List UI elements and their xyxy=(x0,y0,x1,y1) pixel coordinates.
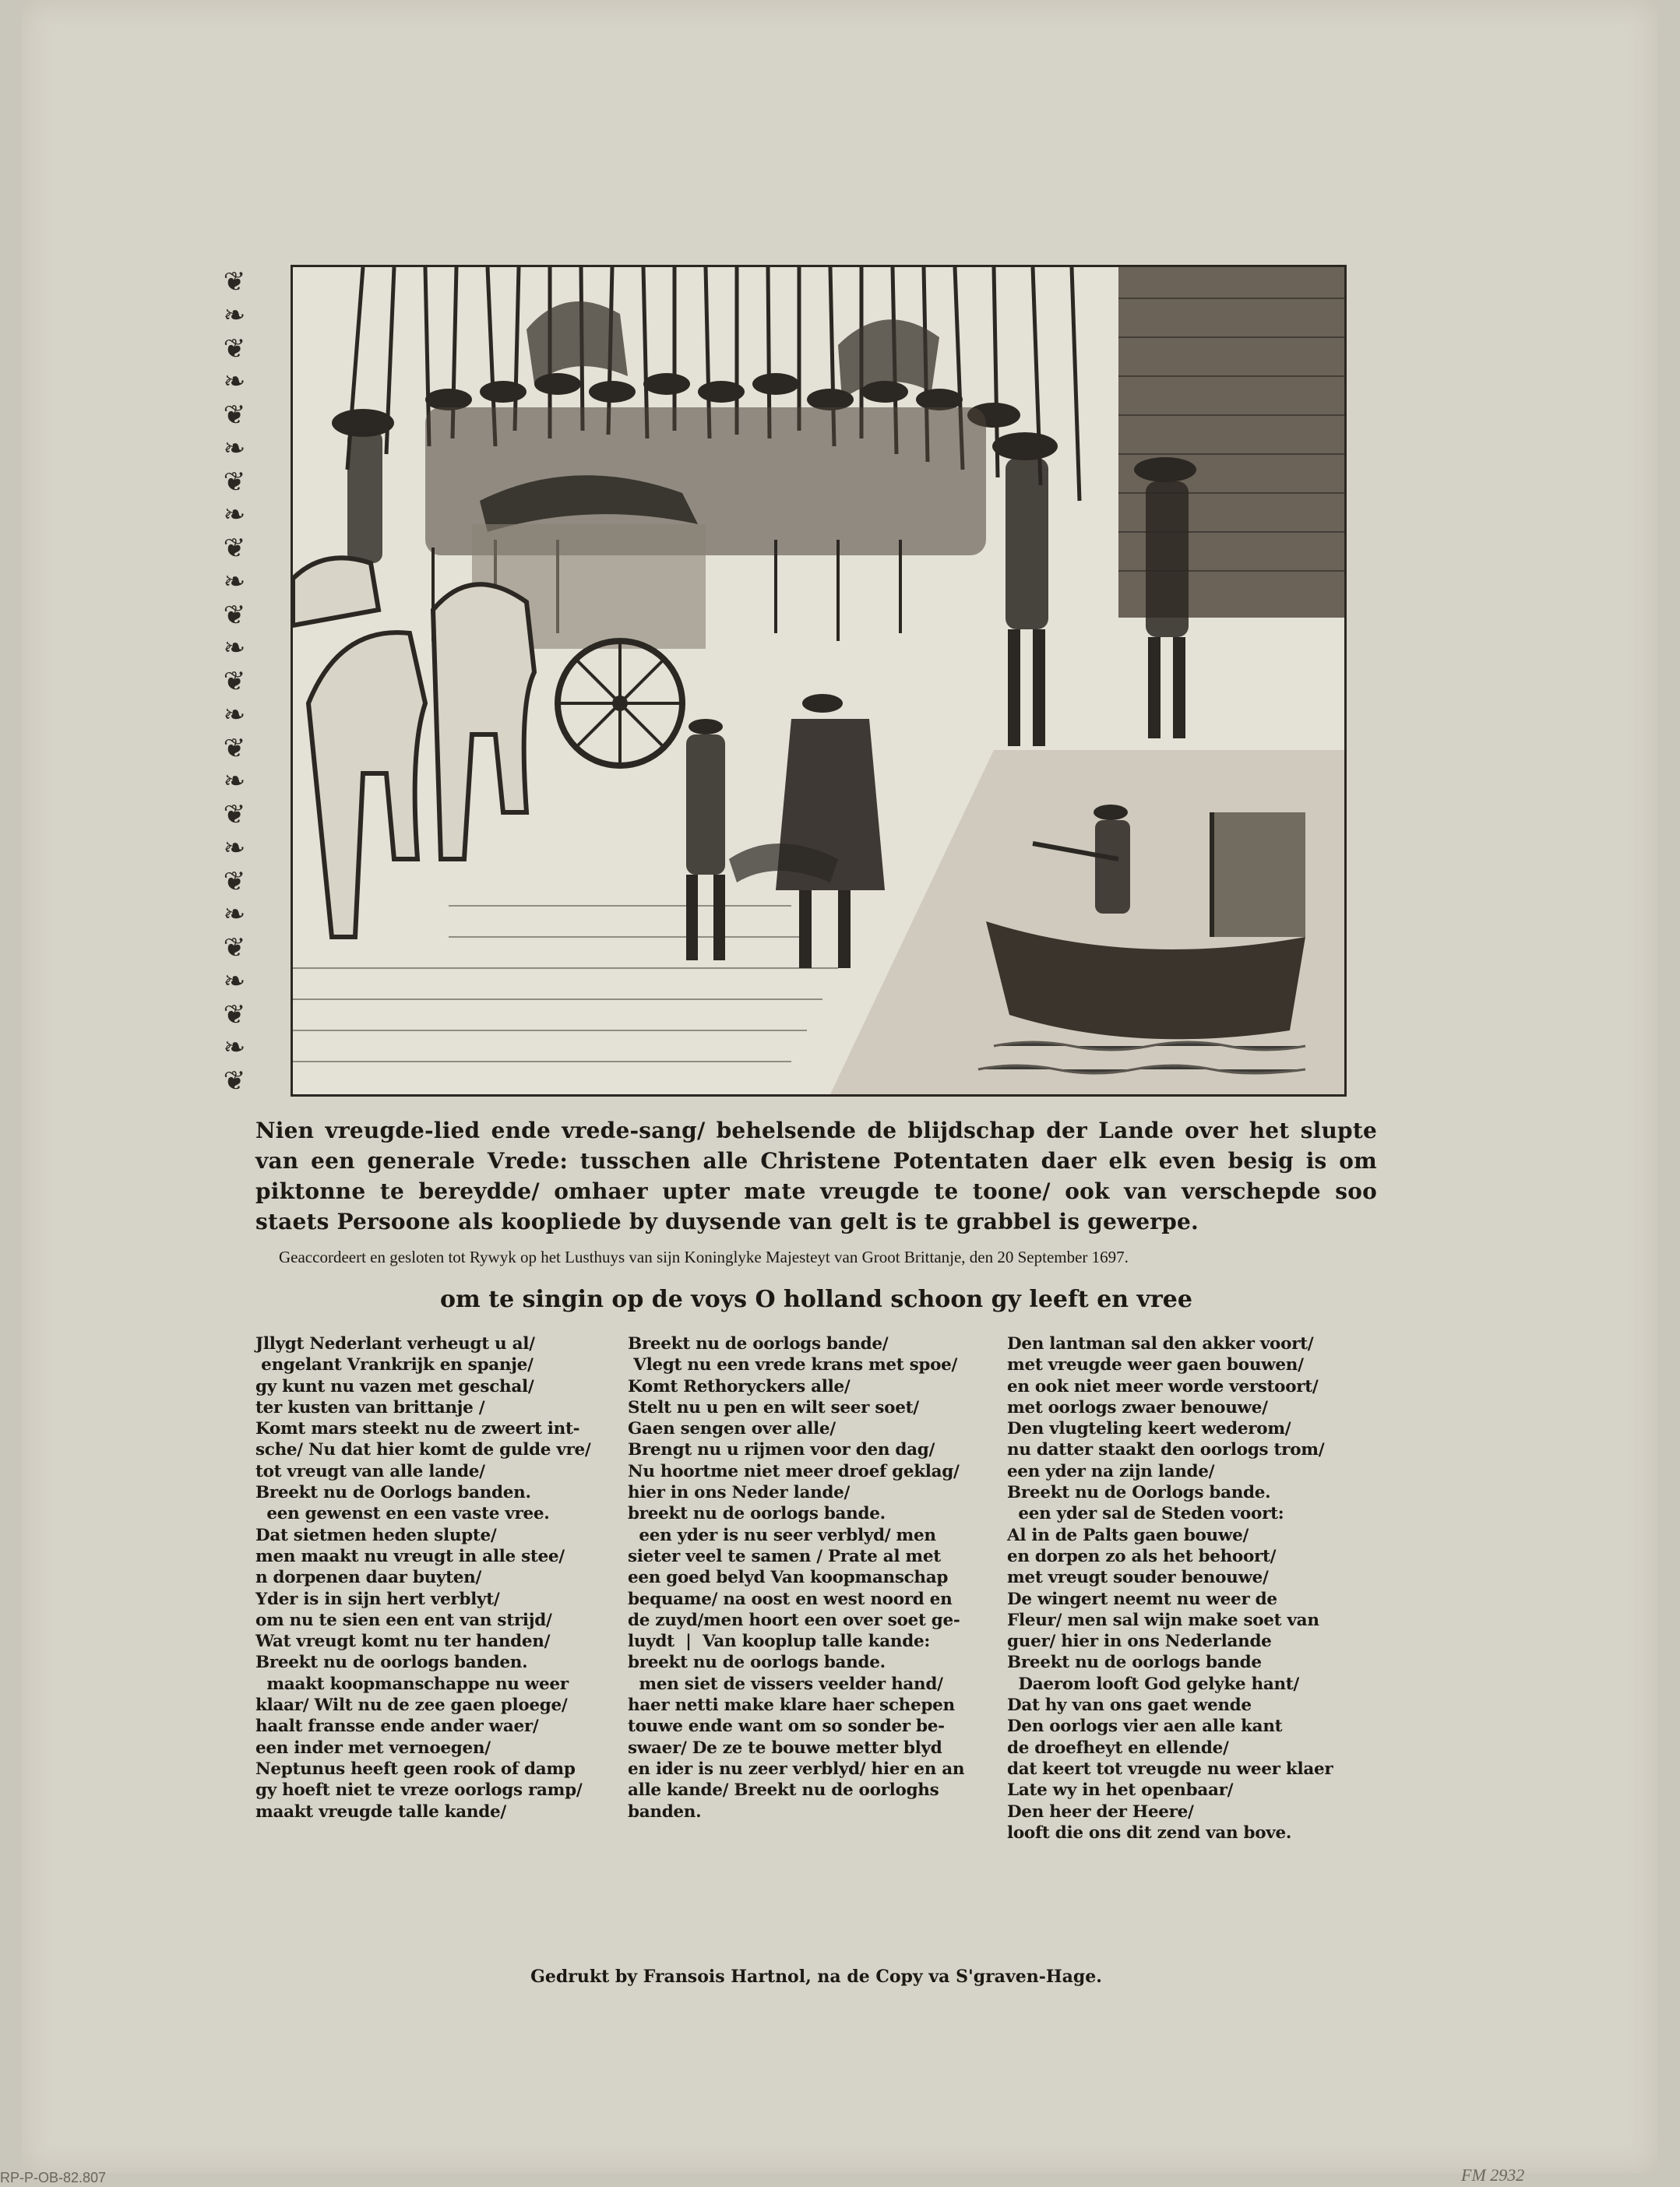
ornamental-border-left: ❦ ❧ ❦ ❧ ❦ ❧ ❦ ❧ ❦ ❧ ❦ ❧ ❦ ❧ ❦ ❧ ❦ ❧ ❦ ❧ ❦ ❧ ❦ ❧ ❦ xyxy=(223,269,246,1094)
verse-column-3: Den lantman sal den akker voort/ met vreugde weer gaen bouwen/ en ook niet meer worde verstoort/ met oorlogs zwaer benouwe/ Den vlugteling keert wederom/ nu datter staakt den oorlogs trom/ een yder na zijn lande/ Breekt nu de Oorlogs bande. een yder sal de Steden voort: Al in de Palts gaen bouwe/ en dorpen zo als het behoort/ met vreugt souder benouwe/ De wingert neemt nu weer de Fleur/ men sal wijn make soet van guer/ hier in ons Nederlande Breekt nu de oorlogs bande Daerom looft God gelyke hant/ Dat hy van ons gaet wende Den oorlogs vier aen alle kant de droefheyt en ellende/ dat keert tot vreugde nu weer klaer Late wy in het openbaar/ Den heer der Heere/ looft die ons dit zend van bove. xyxy=(1007,1334,1333,1843)
inventory-number: RP-P-OB-82.807 xyxy=(0,2170,107,2185)
accord-statement: Geaccordeert en gesloten tot Rywyk op het Lusthuys van sijn Koninglyke Majesteyt van Groot Brittanje, den 20 September 1697. xyxy=(279,1248,1129,1266)
handwritten-mark: FM 2932 xyxy=(1461,2165,1525,2185)
tune-indication: om te singin op de voys O holland schoon gy leeft en vree xyxy=(440,1286,1192,1313)
woodcut-illustration xyxy=(291,265,1347,1097)
verse-column-1: Jllygt Nederlant verheugt u al/ engelant Vrankrijk en spanje/ gy kunt nu vazen met geschal/ ter kusten van brittanje / Komt mars steekt nu de zweert int- sche/ Nu dat hier komt de gulde vre/ tot vreugt van alle lande/ Breekt nu de Oorlogs banden. een gewenst en een vaste vree. Dat sietmen heden slupte/ men maakt nu vreugt in alle stee/ n dorpenen daar buyten/ Yder is in sijn hert verblyt/ om nu te sien een ent van strijd/ Wat vreugt komt nu ter handen/ Breekt nu de oorlogs banden. maakt koopmanschappe nu weer klaar/ Wilt nu de zee gaen ploege/ haalt fransse ende ander waer/ een inder met vernoegen/ Neptunus heeft geen rook of damp gy hoeft niet te vreze oorlogs ramp/ maakt vreugde talle kande/ xyxy=(255,1334,591,1822)
song-verses xyxy=(255,1333,1393,1941)
printer-colophon: Gedrukt by Fransois Hartnol, na de Copy va S'graven-Hage. xyxy=(530,1967,1102,1987)
broadside-sheet xyxy=(22,0,1657,2173)
verse-column-2: Breekt nu de oorlogs bande/ Vlegt nu een vrede krans met spoe/ Komt Rethoryckers alle/ Stelt nu u pen en wilt seer soet/ Gaen sengen over alle/ Brengt nu u rijmen voor den dag/ Nu hoortme niet meer droef geklag/ hier in ons Neder lande/ breekt nu de oorlogs bande. een yder is nu seer verblyd/ men sieter veel te samen / Prate al met een goed belyd Van koopmanschap bequame/ na oost en west noord en de zuyd/men hoort een over soet ge- luydt | Van kooplup talle kande: breekt nu de oorlogs bande. men siet de vissers veelder hand/ haer netti make klare haer schepen touwe ende want om so sonder be- swaer/ De ze te bouwe metter blyd en ider is nu zeer verblyd/ hier en an alle kande/ Breekt nu de oorloghs banden. xyxy=(628,1334,965,1822)
broadside-title: Nien vreugde-lied ende vrede-sang/ behelsende de blijdschap der Lande over het slupte van een generale Vrede: tusschen alle Christene Potentaten daer elk even besig is om piktonne te bereydde/ omhaer upter mate vreugde te toone/ ook van verschepde soo staets Persoone als koopliede by duysende van gelt is te grabbel is gewerpe. xyxy=(255,1118,1377,1234)
